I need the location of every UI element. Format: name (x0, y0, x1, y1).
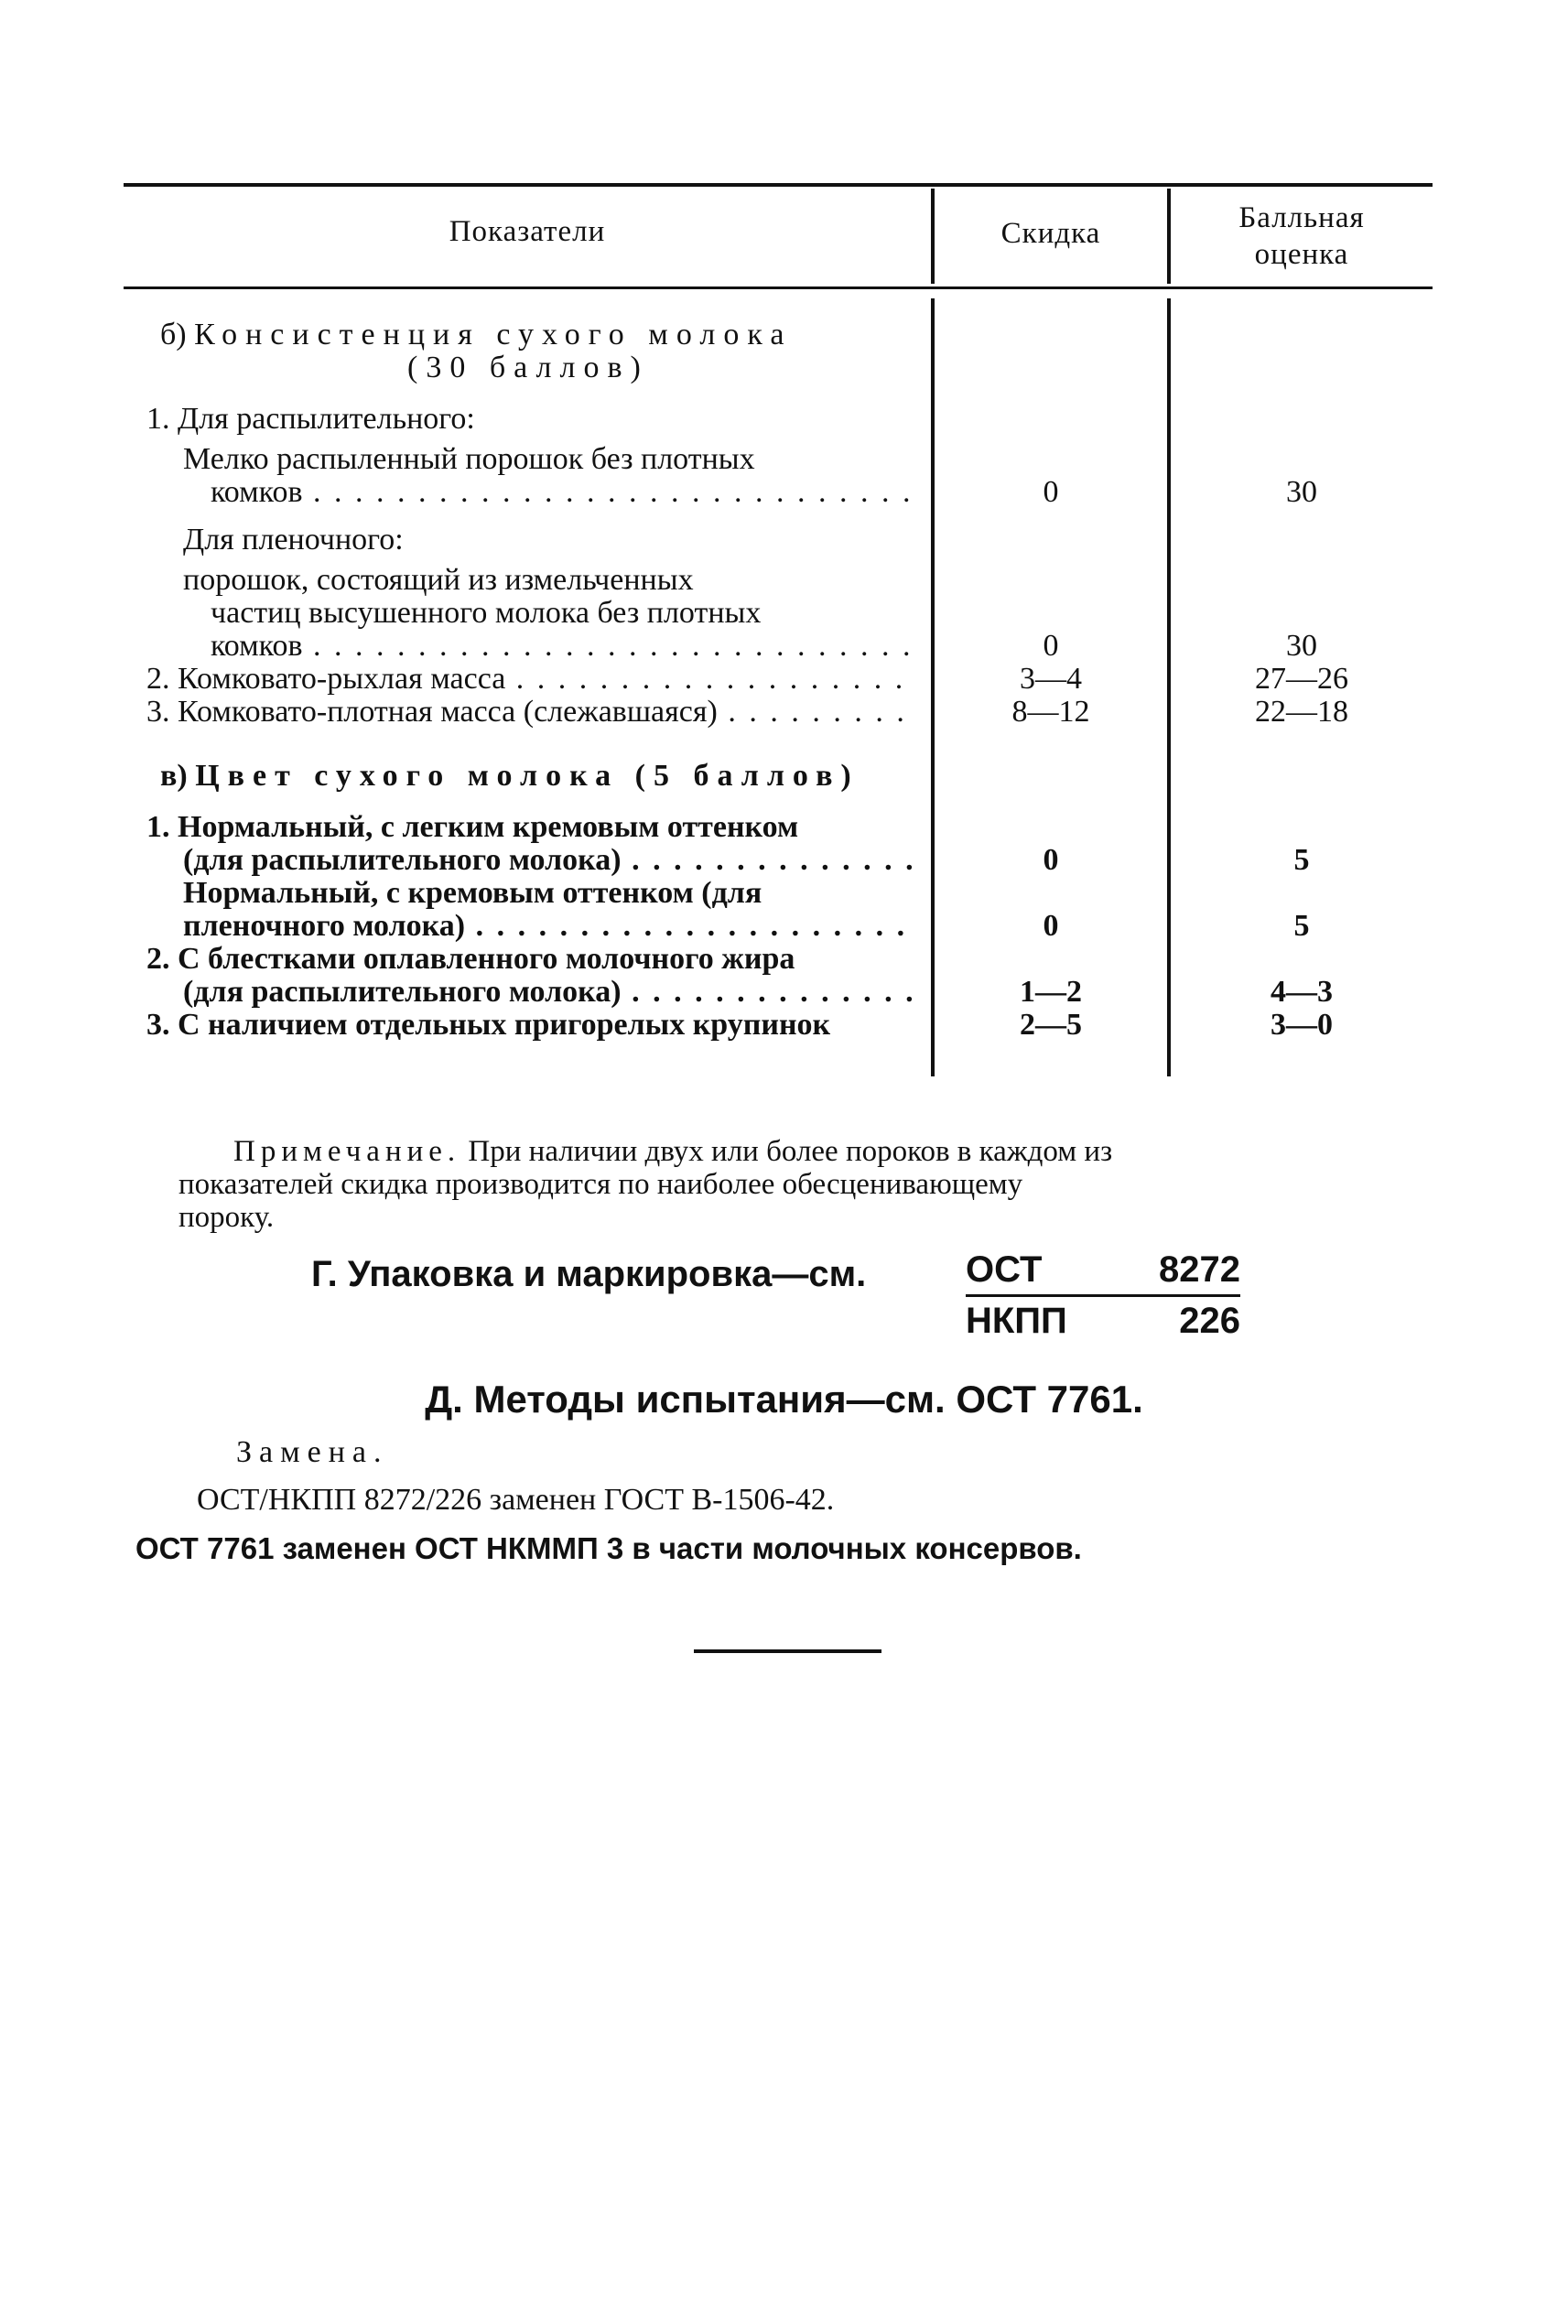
replacement-line2: ОСТ 7761 заменен ОСТ НКММП 3 в части молочных консервов. (135, 1531, 1082, 1565)
section-v-item1b-line1: Нормальный, с кремовым оттенком (для (183, 877, 762, 910)
section-v-item2-line1: 2. С блестками оплавленного молочного жира (146, 943, 795, 976)
replacement-label: Замена. (236, 1435, 389, 1469)
section-b-film-label: Для пленочного: (183, 524, 404, 557)
fraction-num-left: ОСТ (966, 1249, 1043, 1290)
row-score: 30 (1286, 475, 1317, 509)
row-text: комков . . . (211, 476, 915, 509)
row-text: 3. С наличием отдельных пригорелых крупинок (146, 1009, 831, 1042)
section-b-title (124, 319, 1433, 351)
row-text: 3. Комковато-плотная масса (слежавшаяся) . . . (146, 696, 915, 729)
note-line2: показателей скидка производится по наиболее обесценивающему (178, 1168, 1023, 1201)
note-line3: пороку. (178, 1201, 275, 1234)
header-score (1171, 200, 1433, 273)
row-text: (для распылительного молока) . . . (183, 976, 915, 1009)
section-b-prefix: б) (160, 319, 187, 351)
row-discount: 0 (1043, 475, 1059, 509)
quality-table (124, 183, 1433, 1089)
section-v-title (124, 760, 1433, 793)
section-b-points (124, 351, 1433, 384)
table-row (124, 476, 1433, 509)
section-g-fraction (966, 1249, 1240, 1342)
row-discount: 0 (1043, 843, 1059, 877)
row-score: 27—26 (1255, 662, 1348, 696)
row-discount: 0 (1043, 909, 1059, 943)
table-row (124, 910, 1433, 943)
section-b-film-line1: порошок, состоящий из измельченных (183, 564, 694, 597)
replacement-line1: ОСТ/НКПП 8272/226 заменен ГОСТ В-1506-42. (197, 1483, 835, 1517)
row-score: 5 (1293, 843, 1310, 877)
row-discount: 0 (1043, 629, 1059, 663)
row-discount: 3—4 (1020, 662, 1082, 696)
table-row (124, 1009, 1433, 1042)
fraction-numerator (966, 1249, 1240, 1291)
table-row (124, 663, 1433, 696)
row-discount: 8—12 (1011, 695, 1090, 729)
table-row (124, 696, 1433, 729)
section-v-title-text: Цвет сухого молока (5 баллов) (195, 760, 860, 793)
table-row (124, 844, 1433, 877)
header-bottom-rule (124, 286, 1433, 289)
section-b-points-text: (30 баллов) (407, 351, 649, 384)
note-line1 (233, 1135, 1423, 1168)
row-score: 4—3 (1271, 975, 1333, 1009)
row-discount: 2—5 (1020, 1008, 1082, 1042)
section-g-heading: Г. Упаковка и маркировка—см. (311, 1254, 867, 1294)
header-score-line2: оценка (1254, 238, 1349, 271)
row-score: 5 (1293, 909, 1310, 943)
row-text: пленочного молока) . . . (183, 910, 915, 943)
fraction-bar (966, 1294, 1240, 1297)
table-top-rule (124, 183, 1433, 187)
section-d-heading: Д. Методы испытания—см. ОСТ 7761. (425, 1378, 1143, 1421)
section-b-item1-label: 1. Для распылительного: (146, 403, 475, 436)
row-discount: 1—2 (1020, 975, 1082, 1009)
section-b-film-line2: частиц высушенного молока без плотных (211, 597, 762, 630)
row-text: (для распылительного молока) . . . (183, 844, 915, 877)
header-indicators: Показатели (449, 215, 606, 248)
header-discount: Скидка (1000, 217, 1101, 250)
table-row (124, 976, 1433, 1009)
row-score: 30 (1286, 629, 1317, 663)
fraction-num-right: 8272 (1159, 1249, 1240, 1290)
fraction-denominator (966, 1301, 1240, 1342)
fraction-den-right: 226 (1179, 1301, 1240, 1341)
closing-rule (694, 1649, 881, 1653)
section-b-item1a-line1: Мелко распыленный порошок без плотных (183, 443, 755, 476)
fraction-den-left: НКПП (966, 1301, 1067, 1341)
section-v-item1-line1: 1. Нормальный, с легким кремовым оттенком (146, 811, 799, 844)
row-score: 22—18 (1255, 695, 1348, 729)
section-b-title-text: Консистенция сухого молока (194, 319, 793, 351)
note-lead: Примечание. (233, 1135, 461, 1168)
table-row (124, 630, 1433, 663)
section-v-prefix: в) (160, 760, 188, 793)
row-text: комков . . . (211, 630, 915, 663)
row-score: 3—0 (1271, 1008, 1333, 1042)
row-text: 2. Комковато-рыхлая масса . . . (146, 663, 915, 696)
note-line1-text: При наличии двух или более пороков в каждом из (460, 1135, 1113, 1168)
note-paragraph (178, 1135, 1423, 1234)
header-score-line1: Балльная (1238, 201, 1365, 234)
